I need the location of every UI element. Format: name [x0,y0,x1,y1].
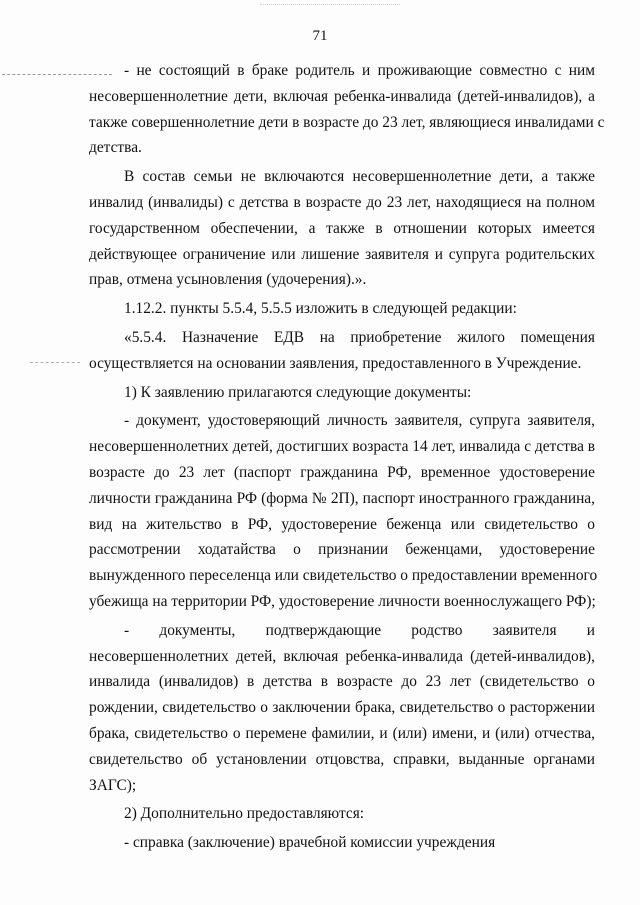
paragraph-p6 [89,408,598,614]
text-line: убежища на территории РФ, удостоверение личности военнослужащего РФ); [89,592,596,610]
text-line: детства. [89,139,142,157]
text-line: - документы, подтверждающие родство заявителя и [124,621,595,639]
text-line: несовершеннолетние дети, включая ребенка-инвалида (детей-инвалидов), а [89,87,595,105]
scan-artifact-top [260,4,400,9]
document-body [89,58,605,856]
text-line: В состав семьи не включаются несовершеннолетние дети, а также [124,168,595,186]
text-line: вид на жительство в РФ, удостоверение беженца или свидетельство о [89,515,595,533]
text-line: несовершеннолетних детей, включая ребенка-инвалида (детей-инвалидов), [89,647,595,665]
paragraph-p2 [89,164,595,293]
text-line: брака, свидетельство о перемене фамилии, и (или) имени, и (или) отчества, [89,724,595,742]
text-line: 2) Дополнительно предоставляются: [124,805,365,823]
paragraph-p9 [89,830,595,856]
text-line: рассмотрении ходатайства о признании беженцами, удостоверение [89,541,595,559]
text-line: - справка (заключение) врачебной комиссии учреждения [124,834,496,852]
paragraph-p1 [89,58,605,161]
text-line: прав, отмена усыновления (удочерения).». [89,271,367,289]
paragraph-p7 [89,618,595,799]
paragraph-p5 [89,380,595,406]
page-number: 71 [312,28,328,44]
paragraph-p3 [89,296,595,322]
text-line: также совершеннолетние дети в возрасте до 23 лет, являющиеся инвалидами с [89,113,605,131]
scan-artifact-left-lower [30,362,80,364]
text-line: государственном обеспечении, а также в отношении которых имеется [89,219,595,237]
text-line: свидетельство об установлении отцовства, справки, выданные органами [89,750,595,768]
text-line: «5.5.4. Назначение ЕДВ на приобретение жилого помещения [124,328,595,346]
text-line: 1) К заявлению прилагаются следующие документы: [124,383,472,401]
text-line: - документ, удостоверяющий личность заявителя, супруга заявителя, [124,412,595,430]
text-line: - не состоящий в браке родитель и проживающие совместно с ним [124,62,595,79]
text-line: вынужденного переселенца или свидетельство о предоставлении временного [89,567,598,585]
text-line: несовершеннолетних детей, достигших возраста 14 лет, инвалида с детства в [89,438,596,456]
text-line: осуществляется на основании заявления, предоставленного в Учреждение. [89,354,582,372]
text-line: инвалида (инвалидов) в детства в возрасте до 23 лет (свидетельство о [89,673,595,691]
text-line: ЗАГС); [89,776,137,794]
text-line: возрасте до 23 лет (паспорт гражданина РФ, временное удостоверение [89,463,595,481]
text-line: личности гражданина РФ (форма № 2П), паспорт иностранного гражданина, [89,489,595,507]
text-line: 1.12.2. пункты 5.5.4, 5.5.5 изложить в следующей редакции: [124,300,517,318]
text-line: рождении, свидетельство о заключении брака, свидетельство о расторжении [89,699,595,717]
paragraph-p8 [89,801,595,827]
paragraph-p4 [89,325,595,377]
text-line: действующее ограничение или лишение заявителя и супруга родительских [89,245,595,263]
text-line: инвалид (инвалиды) с детства в возрасте до 23 лет, находящиеся на полном [89,193,595,211]
